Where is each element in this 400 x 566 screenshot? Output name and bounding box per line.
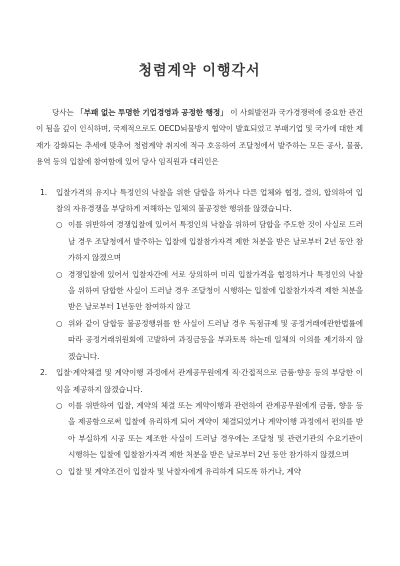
circle-bullet-icon: ○ xyxy=(56,466,63,476)
pledge-subitem xyxy=(56,217,363,266)
pledge-text: 입찰·계약체결 및 계약이행 과정에서 관계공무원에게 직·간접적으로 금품·향응 등의 부당한 이익을 제공하지 않겠습니다. xyxy=(56,368,363,394)
intro-quote: 「부패 없는 투명한 기업경영과 공정한 행정」 xyxy=(76,108,228,117)
pledge-subitem-text: 위와 같이 담합등 불공정행위를 한 사실이 드러날 경우 독점규제 및 공정거래에관한법률에 따라 공정거래위원회에 고발하여 과징금등을 부과토록 하는데 일체의 이의를 제기하지 않겠습니다. xyxy=(68,318,363,361)
intro-rest: 이 사회발전과 국가경쟁력에 중요한 관건이 됨을 깊이 인식하며, 국제적으로도 OECD뇌물방지 협약이 발효되었고 부패기업 및 국가에 대한 제재가 강화되는 추세에 맞추어 청렴계약 취지에 적극 호응하여 조달청에서 발주하는 모든 공사, 물품, 용역 등의 입찰에 참여함에 있어 당사 임직원과 대리인은 xyxy=(36,108,363,167)
circle-bullet-icon: ○ xyxy=(56,220,63,230)
pledge-subitem xyxy=(56,316,363,365)
circle-bullet-icon: ○ xyxy=(56,400,63,410)
circle-bullet-icon: ○ xyxy=(56,318,63,328)
pledge-list xyxy=(36,185,363,480)
pledge-subitem xyxy=(56,267,363,316)
pledge-subitem-text: 경쟁입찰에 있어서 입찰자간에 서로 상의하여 미리 입찰가격을 협정하거나 특정인의 낙찰을 위하여 담합한 사실이 드러날 경우 조달청이 시행하는 입찰에 입찰참가자격 제한 처분을 받은 날로부터 1년동안 참여하지 않고 xyxy=(68,269,363,312)
pledge-subitem xyxy=(56,398,363,464)
pledge-subitem-text: 입찰 및 계약조건이 입찰자 및 낙찰자에게 유리하게 되도록 하거나, 계약 xyxy=(68,466,301,476)
pledge-subitem-text: 이를 위반하여 입찰, 계약의 체결 또는 계약이행과 관련하여 관계공무원에게 금품, 향응 등을 제공함으로써 입찰에 유리하게 되어 계약이 체결되었거나 계약이행 과정에서 편의를 받아 부실하게 시공 또는 제조한 사실이 드러날 경우에는 조달청 및 관련기관의 수요기관이 시행하는 입찰에 입찰참가자격 제한 처분을 받은 날로부터 2년 동안 참가하지 않겠으며 xyxy=(68,400,363,460)
pledge-subitem xyxy=(56,464,363,480)
pledge-number: 2. xyxy=(40,368,48,378)
pledge-subitem-text: 이를 위반하여 경쟁입찰에 있어서 특정인의 낙찰을 위하여 담합을 주도한 것이 사실로 드러날 경우 조달청에서 발주하는 입찰에 입찰참가자격 제한 처분을 받은 날로부터 2년 동안 참가하지 않겠으며 xyxy=(68,220,363,263)
document-title: 청렴계약 이행각서 xyxy=(138,63,261,79)
pledge-text: 입찰가격의 유지나 특정인의 낙찰을 위한 담합을 하거나 다른 업체와 협정, 결의, 합의하여 입찰의 자유경쟁을 부당하게 저해하는 일체의 불공정한 행위를 않겠습니다. xyxy=(56,187,363,214)
intro-paragraph xyxy=(36,105,363,171)
pledge-item xyxy=(36,365,363,398)
circle-bullet-icon: ○ xyxy=(56,269,63,279)
intro-lead: 당사는 xyxy=(52,108,74,117)
pledge-item xyxy=(36,185,363,218)
pledge-number: 1. xyxy=(40,187,48,197)
